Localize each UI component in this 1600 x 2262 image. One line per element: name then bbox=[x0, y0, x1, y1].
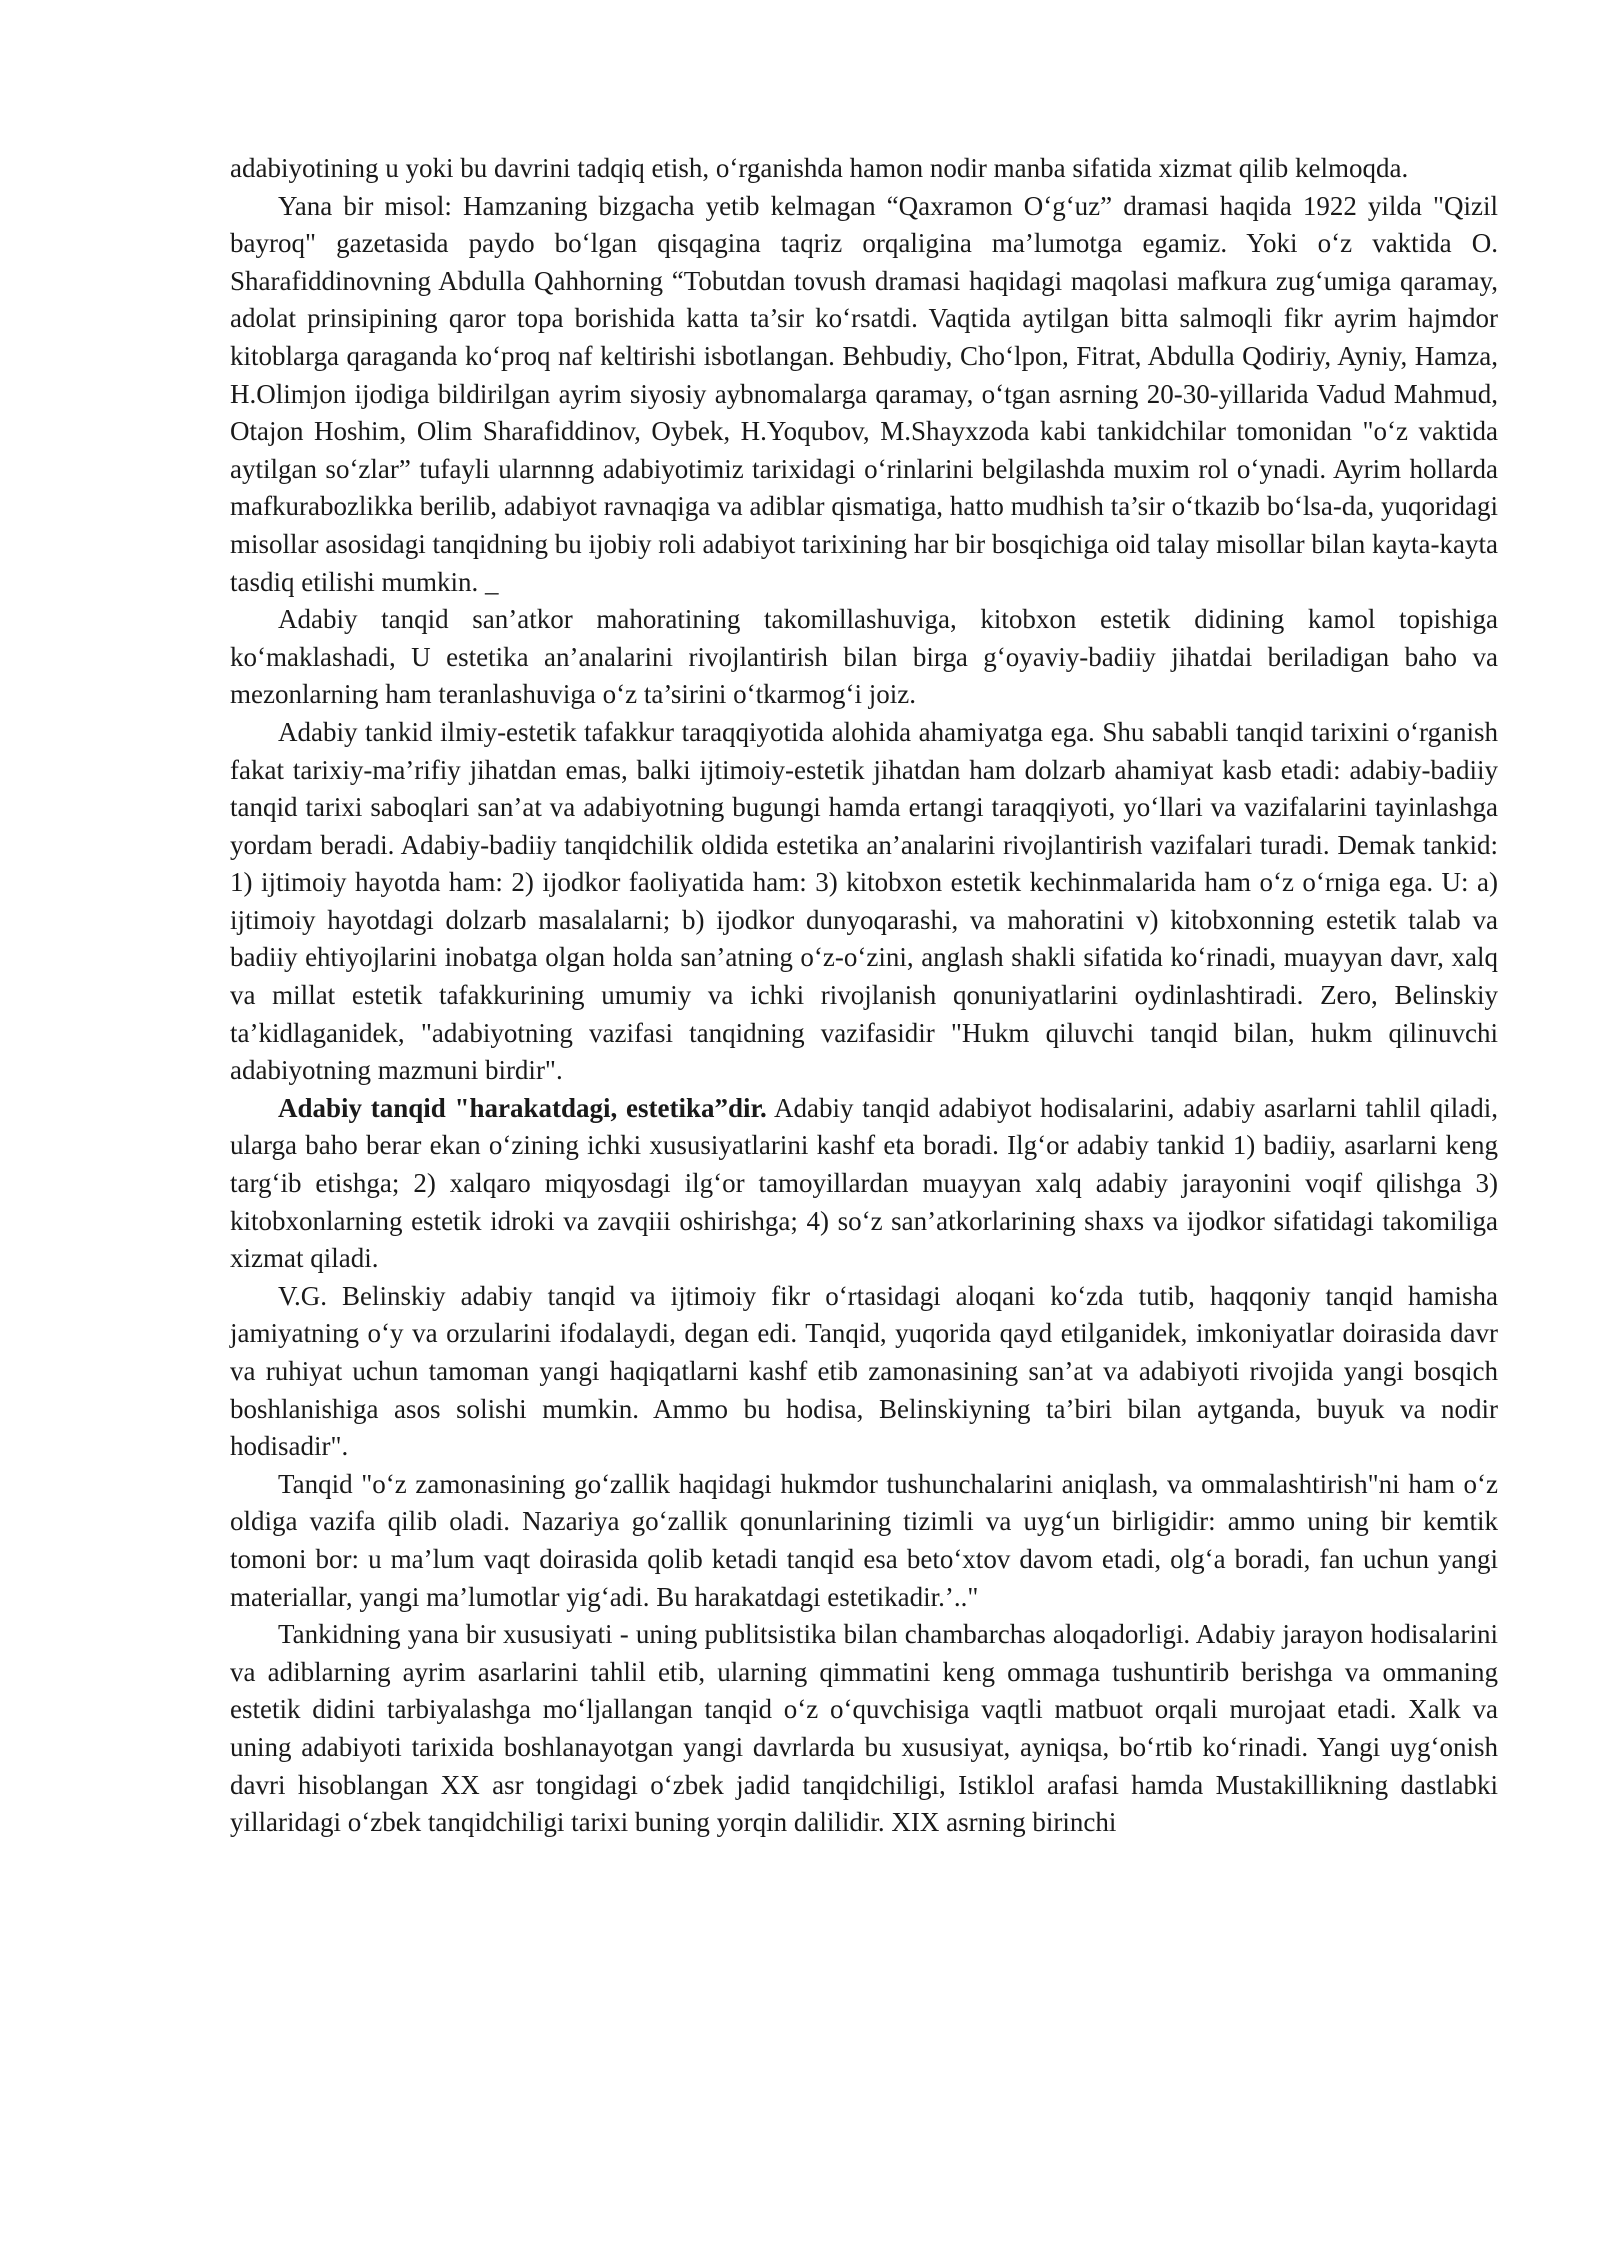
paragraph-5-bold-lead: Adabiy tanqid "harakatdagi, estetika”dir. bbox=[278, 1092, 767, 1123]
paragraph-1: adabiyotining u yoki bu davrini tadqiq etish, o‘rganishda hamon nodir manba sifatida xizmat qilib kelmoqda. bbox=[230, 153, 1409, 183]
paragraph-2: Yana bir misol: Hamzaning bizgacha yetib kelmagan “Qaxramon O‘g‘uz” dramasi haqida 1922 yilda "Qizil bayroq" gazetasida paydo bo‘lgan qisqagina taqriz orqaligina ma’lumotga egamiz. Yoki o‘z vaktida O. Sharafiddinovning Abdulla Qahhorning “Tobutdan tovush dramasi haqidagi maqolasi mafkura zug‘umiga qaramay, adolat prinsipining qaror topa borishida katta ta’sir ko‘rsatdi. Vaqtida aytilgan bitta salmoqli fikr ayrim hajmdor kitoblarga qaraganda ko‘proq naf keltirishi isbotlangan. Behbudiy, Cho‘lpon, Fitrat, Abdulla Qodiriy, Ayniy, Hamza, H.Olimjon ijodiga bildirilgan ayrim siyosiy aybnomalarga qaramay, o‘tgan asrning 20-30-yillarida Vadud Mahmud, Otajon Hoshim, Olim Sharafiddinov, Oybek, H.Yoqubov, M.Shayxzoda kabi tankidchilar tomonidan "o‘z vaktida aytilgan so‘zlar” tufayli ularnnng adabiyotimiz tarixidagi o‘rinlarini belgilashda muxim rol o‘ynadi. Ayrim hollarda mafkurabozlikka berilib, adabiyot ravnaqiga va adiblar qismatiga, hatto mudhish ta’sir o‘tkazib bo‘lsa-da, yuqoridagi misollar asosidagi tanqidning bu ijobiy roli adabiyot tarixining har bir bosqichiga oid talay misollar bilan kayta-kayta tasdiq etilishi mumkin. _ bbox=[230, 190, 1498, 597]
paragraph-6: V.G. Belinskiy adabiy tanqid va ijtimoiy fikr o‘rtasidagi aloqani ko‘zda tutib, haqqoniy tanqid hamisha jamiyatning o‘y va orzularini ifodalaydi, degan edi. Tanqid, yuqorida qayd etilganidek, imkoniyatlar doirasida davr va ruhiyat uchun tamoman yangi haqiqatlarni kashf etib zamonasining san’at va adabiyoti rivojida yangi bosqich boshlanishiga asos solishi mumkin. Ammo bu hodisa, Belinskiyning ta’biri bilan aytganda, buyuk va nodir hodisadir". bbox=[230, 1280, 1498, 1462]
paragraph-3: Adabiy tanqid san’atkor mahoratining takomillashuviga, kitobxon estetik didining kamol topishiga ko‘maklashadi, U estetika an’analarini rivojlantirish bilan birga g‘oyaviy-badiiy jihatdai beriladigan baho va mezonlarning ham teranlashuviga o‘z ta’sirini o‘tkarmog‘i joiz. bbox=[230, 604, 1498, 710]
paragraph-7: Tanqid "o‘z zamonasining go‘zallik haqidagi hukmdor tushunchalarini aniqlash, va ommalashtirish"ni ham o‘z oldiga vazifa qilib oladi. Nazariya go‘zallik qonunlarining tizimli va uyg‘un birligidir: ammo uning bir kemtik tomoni bor: u ma’lum vaqt doirasida qolib ketadi tanqid esa beto‘xtov davom etadi, olg‘a boradi, fan uchun yangi materiallar, yangi ma’lumotlar yig‘adi. Bu harakatdagi estetikadir.’.." bbox=[230, 1468, 1498, 1612]
paragraph-5-body: Adabiy tanqid adabiyot hodisalarini, adabiy asarlarni tahlil qiladi, ularga baho berar ekan o‘zining ichki xususiyatlarini kashf eta boradi. Ilg‘or adabiy tankid 1) badiiy, asarlarni keng targ‘ib etishga; 2) xalqaro miqyosdagi ilg‘or tamoyillardan muayyan xalq adabiy jarayonini voqif qilishga 3) kitobxonlarning estetik idroki va zavqiii oshirishga; 4) so‘z san’atkorlarining shaxs va ijodkor sifatidagi takomiliga xizmat qiladi. bbox=[230, 1092, 1498, 1274]
paragraph-8: Tankidning yana bir xususiyati - uning publitsistika bilan chambarchas aloqadorligi. Adabiy jarayon hodisalarini va adiblarning ayrim asarlarini tahlil etib, ularning qimmatini keng ommaga tushuntirib berishga va ommaning estetik didini tarbiyalashga mo‘ljallangan tanqid o‘z o‘quvchisiga vaqtli matbuot orqali murojaat etadi. Xalk va uning adabiyoti tarixida boshlanayotgan yangi davrlarda bu xususiyat, ayniqsa, bo‘rtib ko‘rinadi. Yangi uyg‘onish davri hisoblangan XX asr tongidagi o‘zbek jadid tanqidchiligi, Istiklol arafasi hamda Mustakillikning dastlabki yillaridagi o‘zbek tanqidchiligi tarixi buning yorqin dalilidir. XIX asrning birinchi bbox=[230, 1619, 1498, 1838]
document-page bbox=[230, 150, 1498, 1842]
paragraph-4: Adabiy tankid ilmiy-estetik tafakkur taraqqiyotida alohida ahamiyatga ega. Shu sababli tanqid tarixini o‘rganish fakat tarixiy-ma’rifiy jihatdan emas, balki ijtimoiy-estetik jihatdan ham dolzarb ahamiyat kasb etadi: adabiy-badiiy tanqid tarixi saboqlari san’at va adabiyotning bugungi hamda ertangi taraqqiyoti, yo‘llari va vazifalarini tayinlashga yordam beradi. Adabiy-badiiy tanqidchilik oldida estetika an’analarini rivojlantirish vazifalari turadi. Demak tankid: 1) ijtimoiy hayotda ham: 2) ijodkor faoliyatida ham: 3) kitobxon estetik kechinmalarida ham o‘z o‘rniga ega. U: a) ijtimoiy hayotdagi dolzarb masalalarni; b) ijodkor dunyoqarashi, va mahoratini v) kitobxonning estetik talab va badiiy ehtiyojlarini inobatga olgan holda san’atning o‘z-o‘zini, anglash shakli sifatida ko‘rinadi, muayyan davr, xalq va millat estetik tafakkurining umumiy va ichki rivojlanish qonuniyatlarini oydinlashtiradi. Zero, Belinskiy ta’kidlaganidek, "adabiyotning vazifasi tanqidning vazifasidir "Hukm qiluvchi tanqid bilan, hukm qilinuvchi adabiyotning mazmuni birdir". bbox=[230, 716, 1498, 1086]
paragraph-5 bbox=[230, 1090, 1498, 1278]
